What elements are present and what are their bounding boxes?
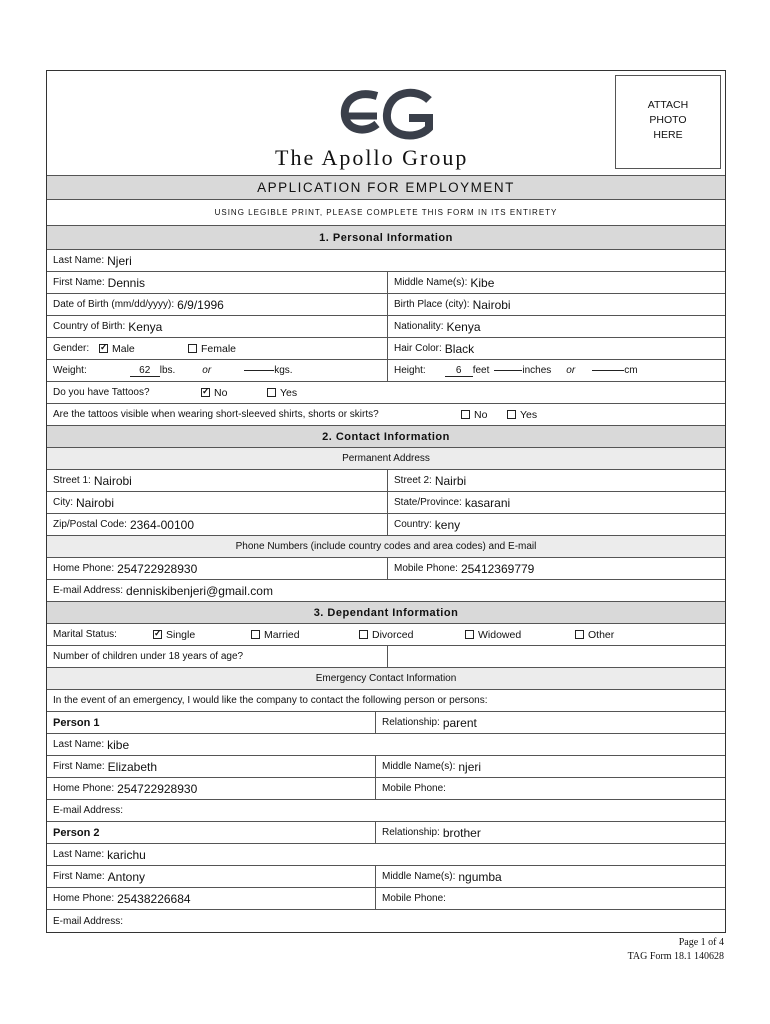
attach-photo-box[interactable] [615,75,721,169]
person1-name-row [47,755,725,777]
street1-label: Street 1: [53,475,91,486]
person1-email-label: E-mail Address: [53,805,124,816]
nationality-field[interactable] [387,316,725,337]
person2-relationship-value: brother [442,825,481,840]
last-name-value: Njeri [107,253,132,268]
hair-color-value: Black [444,341,475,356]
dob-label: Date of Birth (mm/dd/yyyy): [53,299,175,310]
form-header [47,71,725,175]
marital-status-label: Marital Status: [53,629,117,640]
nationality-label: Nationality: [394,321,444,332]
mobile-phone-field[interactable] [387,558,725,579]
person2-last-name-value: karichu [107,847,146,862]
person1-home-phone-value: 254722928930 [117,781,198,796]
address-country-value: keny [434,517,461,532]
children-count-field[interactable] [387,646,725,667]
children-label: Number of children under 18 years of age? [53,651,244,662]
birth-place-value: Nairobi [472,297,511,312]
marital-other-option[interactable] [575,624,614,645]
form-title: APPLICATION FOR EMPLOYMENT [257,180,515,195]
dob-value: 6/9/1996 [177,297,224,312]
tattoos-visible-no-option[interactable] [461,404,487,425]
section-3-heading [47,601,725,623]
female-label: Female [201,342,237,355]
tattoos-no-option[interactable] [201,382,227,403]
section-3-title: 3. Dependant Information [313,606,459,619]
photo-box-line: HERE [653,129,683,141]
person1-first-name-label: First Name: [53,761,105,772]
street2-label: Street 2: [394,475,432,486]
height-label: Height: [394,365,426,376]
last-name-field[interactable] [47,250,725,271]
mobile-phone-value: 25412369779 [460,561,535,576]
person2-last-name-field[interactable] [47,844,725,865]
middle-name-field[interactable] [387,272,725,293]
tattoos-label: Do you have Tattoos? [53,387,150,398]
marital-single-option[interactable] [153,624,195,645]
person2-home-phone-field[interactable] [47,888,375,909]
section-1-heading [47,225,725,249]
person2-relationship-field[interactable] [375,822,725,843]
gender-label: Gender: [53,343,90,354]
no-label: No [214,386,228,399]
form-id: TAG Form 18.1 140628 [627,951,724,962]
page-number: Page 1 of 4 [678,937,724,948]
instructions: USING LEGIBLE PRINT, PLEASE COMPLETE THIS FORM IN ITS ENTIRETY [214,208,558,217]
person1-title: Person 1 [53,716,100,729]
company-name: The Apollo Group [275,145,469,170]
marital-status-field [47,624,725,645]
phone-heading [47,535,725,557]
form-title-bar [47,175,725,199]
middle-name-value: Kibe [470,275,495,290]
state-field[interactable] [387,492,725,513]
person2-first-name-value: Antony [107,869,146,884]
street-row [47,469,725,491]
email-label: E-mail Address: [53,585,124,596]
lbs-unit: lbs. [159,365,176,376]
person2-relationship-label: Relationship: [382,827,440,838]
weight-lbs-value: 62 [130,365,160,377]
height-inches-blank[interactable] [494,370,522,371]
person1-home-phone-label: Home Phone: [53,783,115,794]
person2-title: Person 2 [53,826,100,839]
person2-first-name-label: First Name: [53,871,105,882]
emergency-intro [47,690,725,711]
children-label-cell [47,646,387,667]
permanent-address-heading [47,447,725,469]
street1-field[interactable] [47,470,387,491]
tattoos-visible-yes-option[interactable] [507,404,537,425]
tattoos-visible-label: Are the tattoos visible when wearing short-sleeved shirts, shorts or skirts? [53,409,379,420]
other-label: Other [588,628,615,641]
gender-row [47,337,725,359]
person1-first-name-value: Elizabeth [107,759,158,774]
person1-last-name-row [47,733,725,755]
address-country-label: Country: [394,519,432,530]
instructions-row [47,199,725,225]
divorced-label: Divorced [372,628,414,641]
birth-place-field[interactable] [387,294,725,315]
marital-widowed-option[interactable] [465,624,521,645]
zip-value: 2364-00100 [129,517,194,532]
person1-relationship-label: Relationship: [382,717,440,728]
person2-header-row [47,821,725,843]
gender-female-option[interactable] [188,338,236,359]
city-field[interactable] [47,492,387,513]
zip-row [47,513,725,535]
emergency-intro-row [47,689,725,711]
nationality-value: Kenya [446,319,481,334]
person1-mobile-phone-field[interactable] [375,778,725,799]
street2-field[interactable] [387,470,725,491]
state-value: kasarani [464,495,511,510]
application-form [46,70,726,933]
single-label: Single [166,628,196,641]
city-label: City: [53,497,73,508]
first-name-label: First Name: [53,277,105,288]
person1-first-name-field[interactable] [47,756,375,777]
apollo-group-logo [337,86,437,146]
person2-first-name-field[interactable] [47,866,375,887]
last-name-label: Last Name: [53,255,105,266]
hair-color-field[interactable] [387,338,725,359]
checkbox-icon[interactable] [267,388,276,397]
male-label: Male [112,342,135,355]
city-value: Nairobi [76,495,115,510]
first-name-field[interactable] [47,272,387,293]
gender-male-option[interactable] [99,338,135,359]
or-text: or [202,365,212,376]
person2-middle-name-label: Middle Name(s): [382,871,456,882]
country-of-birth-value: Kenya [128,319,163,334]
home-phone-field[interactable] [47,558,387,579]
yes-label: Yes [520,408,538,421]
feet-unit: feet [472,365,490,376]
married-label: Married [264,628,300,641]
person1-mobile-phone-label: Mobile Phone: [382,783,446,794]
tattoos-visible-row [47,403,725,425]
cm-unit: cm [624,365,638,376]
widowed-label: Widowed [478,628,522,641]
person2-mobile-phone-field[interactable] [375,888,725,909]
marital-divorced-option[interactable] [359,624,413,645]
emergency-intro-text: In the event of an emergency, I would like the company to contact the following person or persons: [53,695,488,706]
checkbox-icon[interactable] [575,630,584,639]
state-label: State/Province: [394,497,462,508]
first-name-value: Dennis [107,275,146,290]
country-of-birth-label: Country of Birth: [53,321,126,332]
checkbox-icon[interactable] [251,630,260,639]
person2-middle-name-field[interactable] [375,866,725,887]
checkbox-icon[interactable] [465,630,474,639]
tattoos-visible-field [47,404,725,425]
person1-relationship-field[interactable] [375,712,725,733]
person2-email-label: E-mail Address: [53,915,124,927]
tattoos-row [47,381,725,403]
height-cm-blank[interactable] [592,370,624,371]
section-1-title: 1. Personal Information [319,231,453,244]
marital-row [47,623,725,645]
person2-name-row [47,865,725,887]
tattoos-field [47,382,725,403]
email-field[interactable] [47,580,725,601]
weight-field[interactable] [47,360,387,381]
yes-label: Yes [280,386,298,399]
kgs-unit: kgs. [274,365,293,376]
checkbox-icon[interactable] [507,410,516,419]
marital-married-option[interactable] [251,624,300,645]
person2-email-field[interactable] [47,910,725,932]
inches-unit: inches [522,365,552,376]
address-country-field[interactable] [387,514,725,535]
zip-field[interactable] [47,514,387,535]
checkbox-icon[interactable] [188,344,197,353]
tattoos-yes-option[interactable] [267,382,297,403]
person1-email-row [47,799,725,821]
mobile-phone-label: Mobile Phone: [394,563,458,574]
children-row [47,645,725,667]
checkbox-checked-icon[interactable] [99,344,108,353]
person1-home-phone-field[interactable] [47,778,375,799]
email-value: denniskibenjeri@gmail.com [126,583,273,598]
hair-color-label: Hair Color: [394,343,442,354]
person2-last-name-label: Last Name: [53,849,105,860]
dob-row [47,293,725,315]
street1-value: Nairobi [93,473,132,488]
person1-email-field[interactable] [47,800,725,821]
phone-heading-title: Phone Numbers (include country codes and area codes) and E-mail [235,541,537,552]
home-phone-value: 254722928930 [117,561,198,576]
person1-phone-row [47,777,725,799]
weight-label: Weight: [53,365,87,376]
no-label: No [474,408,488,421]
person1-middle-name-value: njeri [458,759,482,774]
checkbox-icon[interactable] [359,630,368,639]
dob-field[interactable] [47,294,387,315]
person2-home-phone-label: Home Phone: [53,893,115,904]
person1-middle-name-field[interactable] [375,756,725,777]
checkbox-checked-icon[interactable] [201,388,210,397]
person1-last-name-value: kibe [107,737,130,752]
country-row [47,315,725,337]
weight-height-row [47,359,725,381]
street2-value: Nairbi [434,473,467,488]
or-text: or [566,365,576,376]
country-of-birth-field[interactable] [47,316,387,337]
person2-mobile-phone-label: Mobile Phone: [382,893,446,904]
height-field[interactable] [387,360,725,381]
phone-row [47,557,725,579]
person2-middle-name-value: ngumba [458,869,502,884]
person1-relationship-value: parent [442,715,477,730]
section-2-title: 2. Contact Information [322,430,450,443]
person1-middle-name-label: Middle Name(s): [382,761,456,772]
section-2-heading [47,425,725,447]
emergency-heading [47,667,725,689]
home-phone-label: Home Phone: [53,563,115,574]
person1-last-name-label: Last Name: [53,739,105,750]
checkbox-icon[interactable] [461,410,470,419]
permanent-address-title: Permanent Address [342,453,430,464]
checkbox-checked-icon[interactable] [153,630,162,639]
photo-box-line: PHOTO [649,114,687,126]
first-middle-row [47,271,725,293]
person1-last-name-field[interactable] [47,734,725,755]
photo-box-line: ATTACH [647,99,689,111]
email-row [47,579,725,601]
gender-field [47,338,387,359]
person2-phone-row [47,887,725,909]
person2-email-row [47,909,725,932]
last-name-row [47,249,725,271]
person2-last-name-row [47,843,725,865]
height-feet-value: 6 [445,365,473,377]
zip-label: Zip/Postal Code: [53,519,127,530]
weight-kgs-blank[interactable] [244,370,274,371]
person1-header-row [47,711,725,733]
middle-name-label: Middle Name(s): [394,277,468,288]
emergency-heading-title: Emergency Contact Information [315,673,457,684]
city-row [47,491,725,513]
birth-place-label: Birth Place (city): [394,299,470,310]
person2-home-phone-value: 25438226684 [117,891,191,906]
